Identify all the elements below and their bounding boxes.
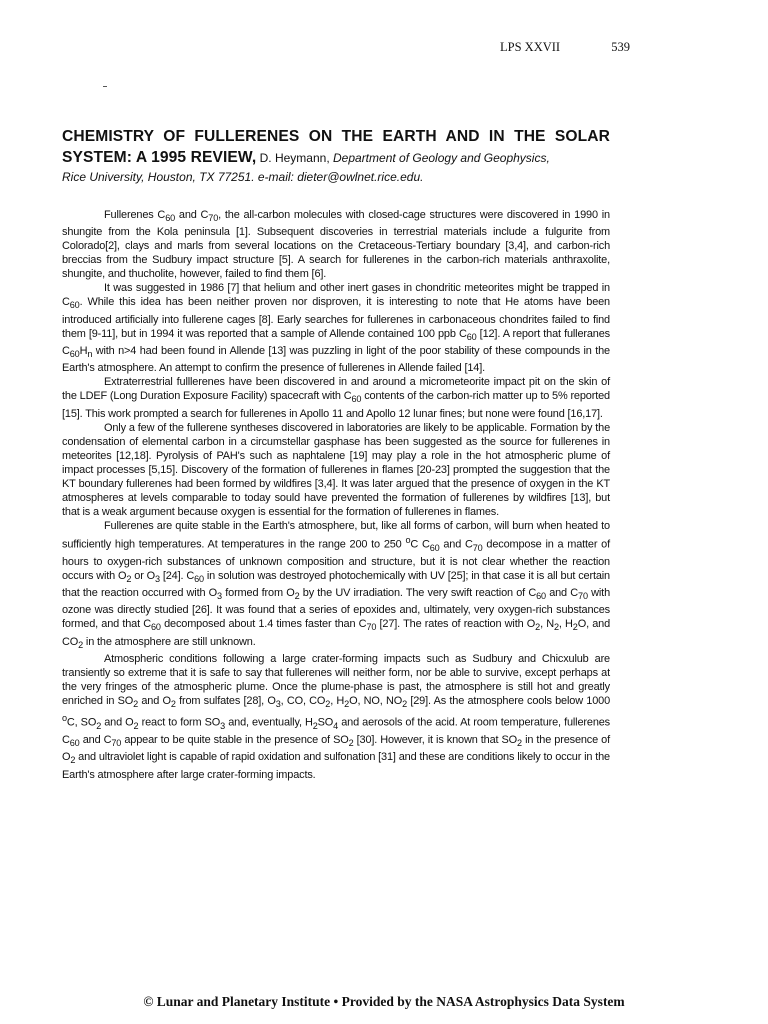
running-header — [500, 40, 630, 55]
paragraph-3: Extraterrestrial fulllerenes have been discovered in and around a micrometeorite impact pit on the skin of the LDEF (Long Duration Exposure Facility) spacecraft with $C_{60}$ contents of the carbon-rich matter up to 5% reported [15]. This work prompted a search for fullerenes in Apollo 11 and Apollo 12 lunar fines; but none were found [16,17]. — [62, 376, 610, 420]
title-line-1: CHEMISTRY OF FULLERENES ON THE EARTH AND IN THE SOLAR — [62, 128, 610, 145]
conference-label: LPS XXVII — [500, 40, 561, 54]
footer-credit: © Lunar and Planetary Institute • Provided by the NASA Astrophysics Data System — [143, 994, 625, 1009]
paragraph-2: It was suggested in 1986 [7] that helium and other inert gases in chondritic meteorites might be trapped in $C_{60}$. While this idea has been neither proven nor disproven, it is interesting to note that He atoms have been introduced artificially into fullerene cages [8]. Early searches for fullerenes in carbonaceous chondrites failed to find them [9-11], but in 1994 it was reported that a sample of Allende contained 100 ppb $C_{60}$ [12]. A report that fulleranes $C_{60}H_n$ with n>4 had been found in Allende [13] was puzzling in light of the poor stability of these compounds in the Earth's atmosphere. An attempt to confirm the presence of fullerenes in Allende failed [14]. — [62, 282, 610, 375]
paragraph-6: Atmospheric conditions following a large crater-forming impacts such as Sudbury and Chicxulub are transiently so extreme that it is safe to say that fullerenes will neither form, nor be able to survive, except perhaps at the very fringes of the atmospheric plume. Once the plume-phase is past, the atmosphere is still hot and greatly enriched in $SO_2$ and $O_2$ from sulfates [28], $O_3$, CO, $CO_2$, $H_2O$, NO, $NO_2$ [29]. As the atmosphere cools below 1000 $^o$C, $SO_2$ and $O_2$ react to form $SO_3$ and, eventually, $H_2SO_4$ and aerosols of the acid. At room temperature, fullerenes $C_{60}$ and $C_{70}$ appear to be quite stable in the presence of $SO_2$ [30]. However, it is known that $SO_2$ in the presence of $O_2$ and ultraviolet light is capable of rapid oxidation and sulfonation [31] and these are conditions likely to occur in the Earth's atmosphere after large crater-forming impacts. — [62, 652, 611, 781]
stray-mark — [103, 86, 107, 87]
page-number: 539 — [611, 40, 630, 54]
paragraph-4: Only a few of the fullerene syntheses discovered in laboratories are likely to be applicable. Formation by the condensation of elemental carbon in a circumstellar gasphase has been suggested as the source for fullerenes in meteorites [12,18]. Pyrolysis of PAH's such as naphtalene [19] may play a role in the hot atmospheric plume of impact processes [5,15]. Discovery of the formation of fullerenes in flames [20-23] prompted the suggestion that the KT boundary fullerenes had been formed by wildfires [3,4]. It was later argued that the presence of oxygen in the KT atmospheres at levels comparable to today sould have prevented the formation of fullerenes by wildfires [13], but that is a weak argument because oxygen is essential for the formation of fullerenes in flames. — [62, 421, 610, 518]
paragraph-5: Fullerenes are quite stable in the Earth's atmosphere, but, like all forms of carbon, will burn when heated to sufficiently high temperatures. At temperatures in the range 200 to 250 $^o$C $C_{60}$ and $C_{70}$ decompose in a matter of hours to oxygen-rich substances of unknown composition and structure, but it is not clear whether the reaction occurs with $O_2$ or $O_3$ [24]. $C_{60}$ in solution was destroyed photochemically with UV [25]; in that case it is all but certain that the reaction occurred with $O_3$ formed from $O_2$ by the UV irradiation. The very swift reaction of $C_{60}$ and $C_{70}$ with ozone was directly studied [26]. It was found that a series of epoxides and, ultimately, very oxygen-rich substances formed, and that $C_{60}$ decomposed about 1.4 times faster than $C_{70}$ [27]. The rates of reaction with $O_2$, $N_2$, $H_2O$, and $CO_2$ in the atmosphere are still unknown. — [62, 519, 611, 650]
title-line-2: SYSTEM: A 1995 REVIEW, — [62, 149, 257, 166]
paragraph-1: Fullerenes $C_{60}$ and $C_{70}$, the all-carbon molecules with closed-cage structures were discovered in 1990 in shungite from the Kola peninsula [1]. Subsequent discoveries in terrestrial materials include a fulgurite from Colorado[2], clays and marls from several locations on the Cretaceous-Tertiary boundary [3,4], and carbon-rich breccias from the Sudbury impact structure [5]. A search for fullerenes in the carbon-rich materials anthraxolite, shungite, and thucholite, however, failed to find them [6]. — [62, 209, 610, 281]
abstract-body — [62, 208, 610, 782]
author-address: Rice University, Houston, TX 77251. e-mail: dieter@owlnet.rice.edu. — [62, 170, 424, 184]
author-name: D. Heymann, — [256, 151, 333, 165]
title-block — [62, 126, 610, 186]
affiliation: Department of Geology and Geophysics, — [333, 151, 550, 165]
paper-title — [62, 126, 610, 169]
